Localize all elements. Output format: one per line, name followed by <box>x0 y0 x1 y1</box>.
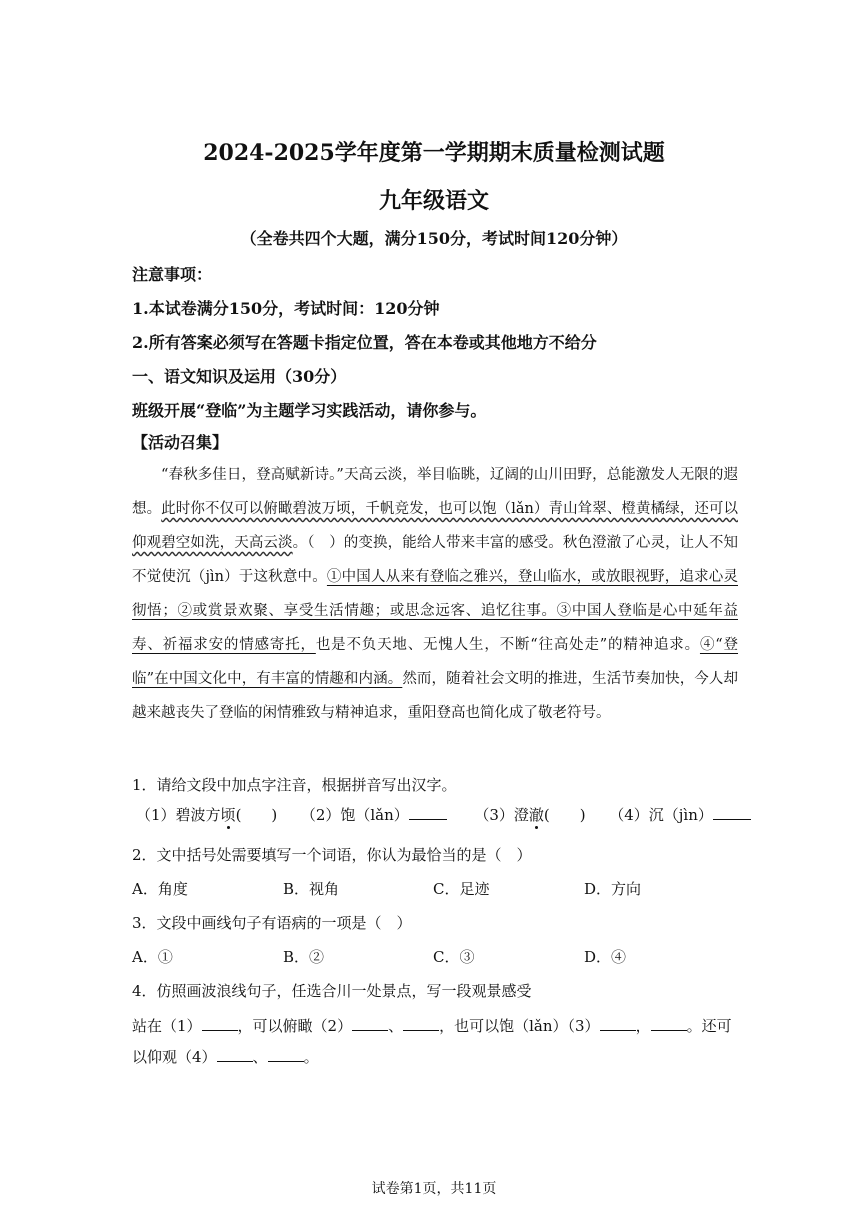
underlined-sentence-4: ④“登临”在中国文化中，有丰富的情趣和内涵。 <box>132 637 739 687</box>
question-1-parts <box>136 804 751 825</box>
answer-blank[interactable] <box>651 1016 687 1031</box>
question-2-option-c[interactable]: C．足迹 <box>433 880 490 898</box>
q4-text: 、 <box>252 1048 268 1066</box>
question-2-option-b[interactable]: B．视角 <box>283 880 340 898</box>
q1-part-2: （2）饱（lǎn） <box>300 806 409 824</box>
answer-blank[interactable] <box>352 1016 388 1031</box>
question-3-option-d[interactable]: D．④ <box>584 948 627 966</box>
passage-text: 也是不负天地、无愧人生，不断“往高处走”的精神追求。 <box>315 637 700 653</box>
q1-part-1-blank: ( ) <box>235 806 278 824</box>
q1-part-3-blank: ( ) <box>543 806 586 824</box>
question-2-option-a[interactable]: A．角度 <box>132 880 188 898</box>
notice-heading: 注意事项： <box>132 265 213 284</box>
dotted-char: 澈 <box>528 806 544 824</box>
activity-label: 【活动召集】 <box>132 433 229 452</box>
underlined-sentences-1-3: ①中国人从来有登临之雅兴，登山临水，或放眼视野，追求心灵彻悟；②或赏景欢聚、享受生活情趣；或思念远客、追忆往事。③中国人登临是心中延年益寿、祈福求安的情感寄托， <box>132 569 738 653</box>
q4-text: 以仰观（4） <box>132 1048 217 1066</box>
q1-part-1: （1）碧波方 <box>136 806 221 824</box>
notice-item-2: 2.所有答案必须写在答题卡指定位置，答在本卷或其他地方不给分 <box>132 333 597 352</box>
question-3-stem: 3．文段中画线句子有语病的一项是（ ） <box>132 914 412 932</box>
question-1-stem: 1．请给文段中加点字注音，根据拼音写出汉字。 <box>132 776 457 794</box>
q4-text: 站在（1） <box>132 1017 202 1035</box>
q4-text: 、 <box>388 1017 404 1035</box>
q1-part-3: （3）澄 <box>474 806 529 824</box>
answer-blank[interactable] <box>713 805 751 820</box>
dotted-char: 顷 <box>220 806 236 824</box>
answer-blank[interactable] <box>409 805 447 820</box>
question-3-option-a[interactable]: A．① <box>132 948 173 966</box>
question-4-stem: 4．仿照画波浪线句子，任选合川一处景点，写一段观景感受 <box>132 982 532 1000</box>
question-4-line-2 <box>132 1046 319 1067</box>
question-3-option-c[interactable]: C．③ <box>433 948 475 966</box>
exam-subject: 九年级语文 <box>378 188 489 214</box>
answer-blank[interactable] <box>600 1016 636 1031</box>
wavy-underlined-sentence: 此时你不仅可以俯瞰碧波万顷，千帆竞发，也可以饱（lǎn）青山耸翠、橙黄橘绿，还可以仰观碧空如洗，天高云淡 <box>132 501 738 551</box>
q4-text: 。还可 <box>686 1017 732 1035</box>
exam-title: 2024-2025学年度第一学期期末质量检测试题 <box>203 140 665 166</box>
q4-text: ，也可以饱（lǎn）（3） <box>439 1017 600 1035</box>
passage-paragraph <box>132 458 738 730</box>
reading-passage <box>132 458 738 730</box>
question-2-stem: 2．文中括号处需要填写一个词语，你认为最恰当的是（ ） <box>132 846 532 864</box>
question-3-option-b[interactable]: B．② <box>283 948 325 966</box>
q1-part-4: （4）沉（jìn） <box>609 806 713 824</box>
section-heading: 一、语文知识及运用（30分） <box>132 367 347 386</box>
notice-item-1: 1.本试卷满分150分，考试时间：120分钟 <box>132 299 440 318</box>
section-intro: 班级开展“登临”为主题学习实践活动，请你参与。 <box>132 401 487 420</box>
q4-text: ，可以俯瞰（2） <box>237 1017 353 1035</box>
q4-text: ， <box>635 1017 651 1035</box>
exam-note: （全卷共四个大题，满分150分，考试时间120分钟） <box>240 229 628 248</box>
question-4-line-1 <box>132 1015 732 1036</box>
answer-blank[interactable] <box>403 1016 439 1031</box>
passage-text: “春秋多佳日，登高赋新诗。”天高云淡，举目临眺，辽阔的山川田野，总能激发人无限的遐想。 <box>132 467 738 517</box>
answer-blank[interactable] <box>202 1016 238 1031</box>
answer-blank[interactable] <box>217 1047 253 1062</box>
answer-blank[interactable] <box>268 1047 304 1062</box>
q4-text: 。 <box>303 1048 319 1066</box>
page-footer: 试卷第1页，共11页 <box>371 1181 497 1197</box>
passage-text: 然而，随着社会文明的推进，生活节奏加快，今人却越来越丧失了登临的闲情雅致与精神追求，重阳登高也简化成了敬老符号。 <box>132 671 738 721</box>
question-2-option-d[interactable]: D．方向 <box>584 880 642 898</box>
passage-text: 。（ ）的变换，能给人带来丰富的感受。秋色澄澈了心灵，让人不知不觉使沉（jìn）于这秋意中。 <box>132 535 738 585</box>
